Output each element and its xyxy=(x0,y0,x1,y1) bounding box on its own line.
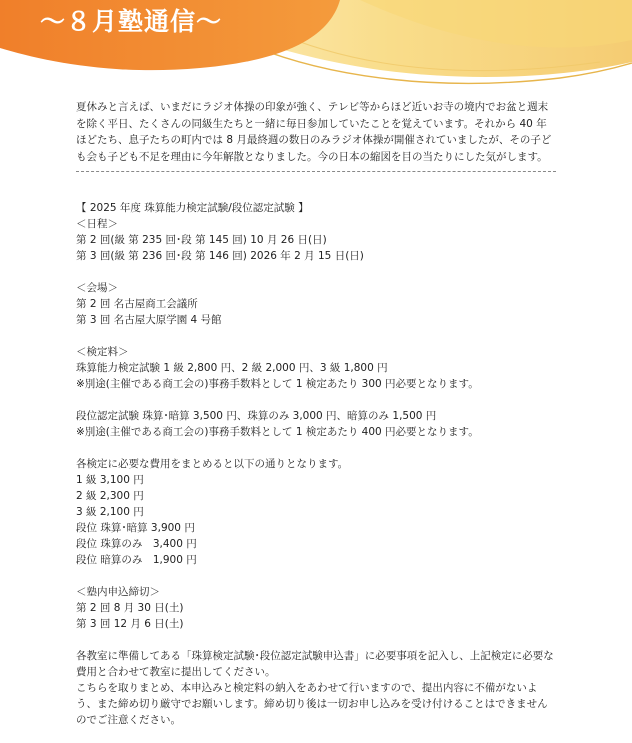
header-banner xyxy=(0,0,632,110)
total-item: 1 級 3,100 円 xyxy=(76,474,144,486)
venue-item: 第 2 回 名古屋商工会議所 xyxy=(76,298,198,310)
newsletter-body xyxy=(76,99,556,728)
schedule-item: 第 3 回(級 第 236 回･段 第 146 回) 2026 年 2 月 15 日(日) xyxy=(76,250,364,262)
intro-paragraph: 夏休みと言えば、いまだにラジオ体操の印象が強く、テレビ等からほど近いお寺の境内でお盆と週末を除く平日、たくさんの同級生たちと一緒に毎日参加していたことを覚えています。それから 40 年ほどたち、息子たちの町内では 8 月最終週の数日のみラジオ体操が開催されていましたが、その子ども会も子ども不足を理由に今年解散となりました。今の日本の縮図を目の当たりにした気がします。 xyxy=(76,101,552,163)
fee-dan: 段位認定試験 珠算･暗算 3,500 円、珠算のみ 3,000 円、暗算のみ 1,500 円 xyxy=(76,410,437,422)
total-item: 2 級 2,300 円 xyxy=(76,490,144,502)
venue-heading: ＜会場＞ xyxy=(76,282,118,294)
schedule-heading: ＜日程＞ xyxy=(76,218,118,230)
total-item: 段位 暗算のみ 1,900 円 xyxy=(76,554,197,566)
deadline-heading: ＜塾内申込締切＞ xyxy=(76,586,160,598)
dashed-divider xyxy=(76,171,556,172)
total-item: 段位 珠算･暗算 3,900 円 xyxy=(76,522,195,534)
fee-ability: 珠算能力検定試験 1 級 2,800 円、2 級 2,000 円、3 級 1,800 円 xyxy=(76,362,388,374)
venue-item: 第 3 回 名古屋大原学園 4 号館 xyxy=(76,314,222,326)
total-item: 3 級 2,100 円 xyxy=(76,506,144,518)
closing-paragraph-1: 各教室に準備してある「珠算検定試験･段位認定試験申込書」に必要事項を記入し、上記検定に必要な費用と合わせて教室に提出してください。 xyxy=(76,650,554,678)
schedule-item: 第 2 回(級 第 235 回･段 第 145 回) 10 月 26 日(日) xyxy=(76,234,327,246)
page-title: ～８月塾通信～ xyxy=(40,7,223,36)
total-item: 段位 珠算のみ 3,400 円 xyxy=(76,538,197,550)
deadline-item: 第 3 回 12 月 6 日(土) xyxy=(76,618,184,630)
fee-heading: ＜検定料＞ xyxy=(76,346,129,358)
deadline-item: 第 2 回 8 月 30 日(土) xyxy=(76,602,184,614)
exam-title: 【 2025 年度 珠算能力検定試験/段位認定試験 】 xyxy=(76,202,309,214)
total-intro: 各検定に必要な費用をまとめると以下の通りとなります。 xyxy=(76,458,349,470)
closing-paragraph-2: こちらを取りまとめ、本申込みと検定料の納入をあわせて行いますので、提出内容に不備がないよう、また締め切り厳守でお願いします。締め切り後は一切お申し込みを受け付けることはできませんのでご注意ください。 xyxy=(76,682,548,726)
fee-dan-note: ※別途(主催である商工会の)事務手数料として 1 検定あたり 400 円必要となります。 xyxy=(76,426,479,438)
fee-ability-note: ※別途(主催である商工会の)事務手数料として 1 検定あたり 300 円必要となります。 xyxy=(76,378,479,390)
